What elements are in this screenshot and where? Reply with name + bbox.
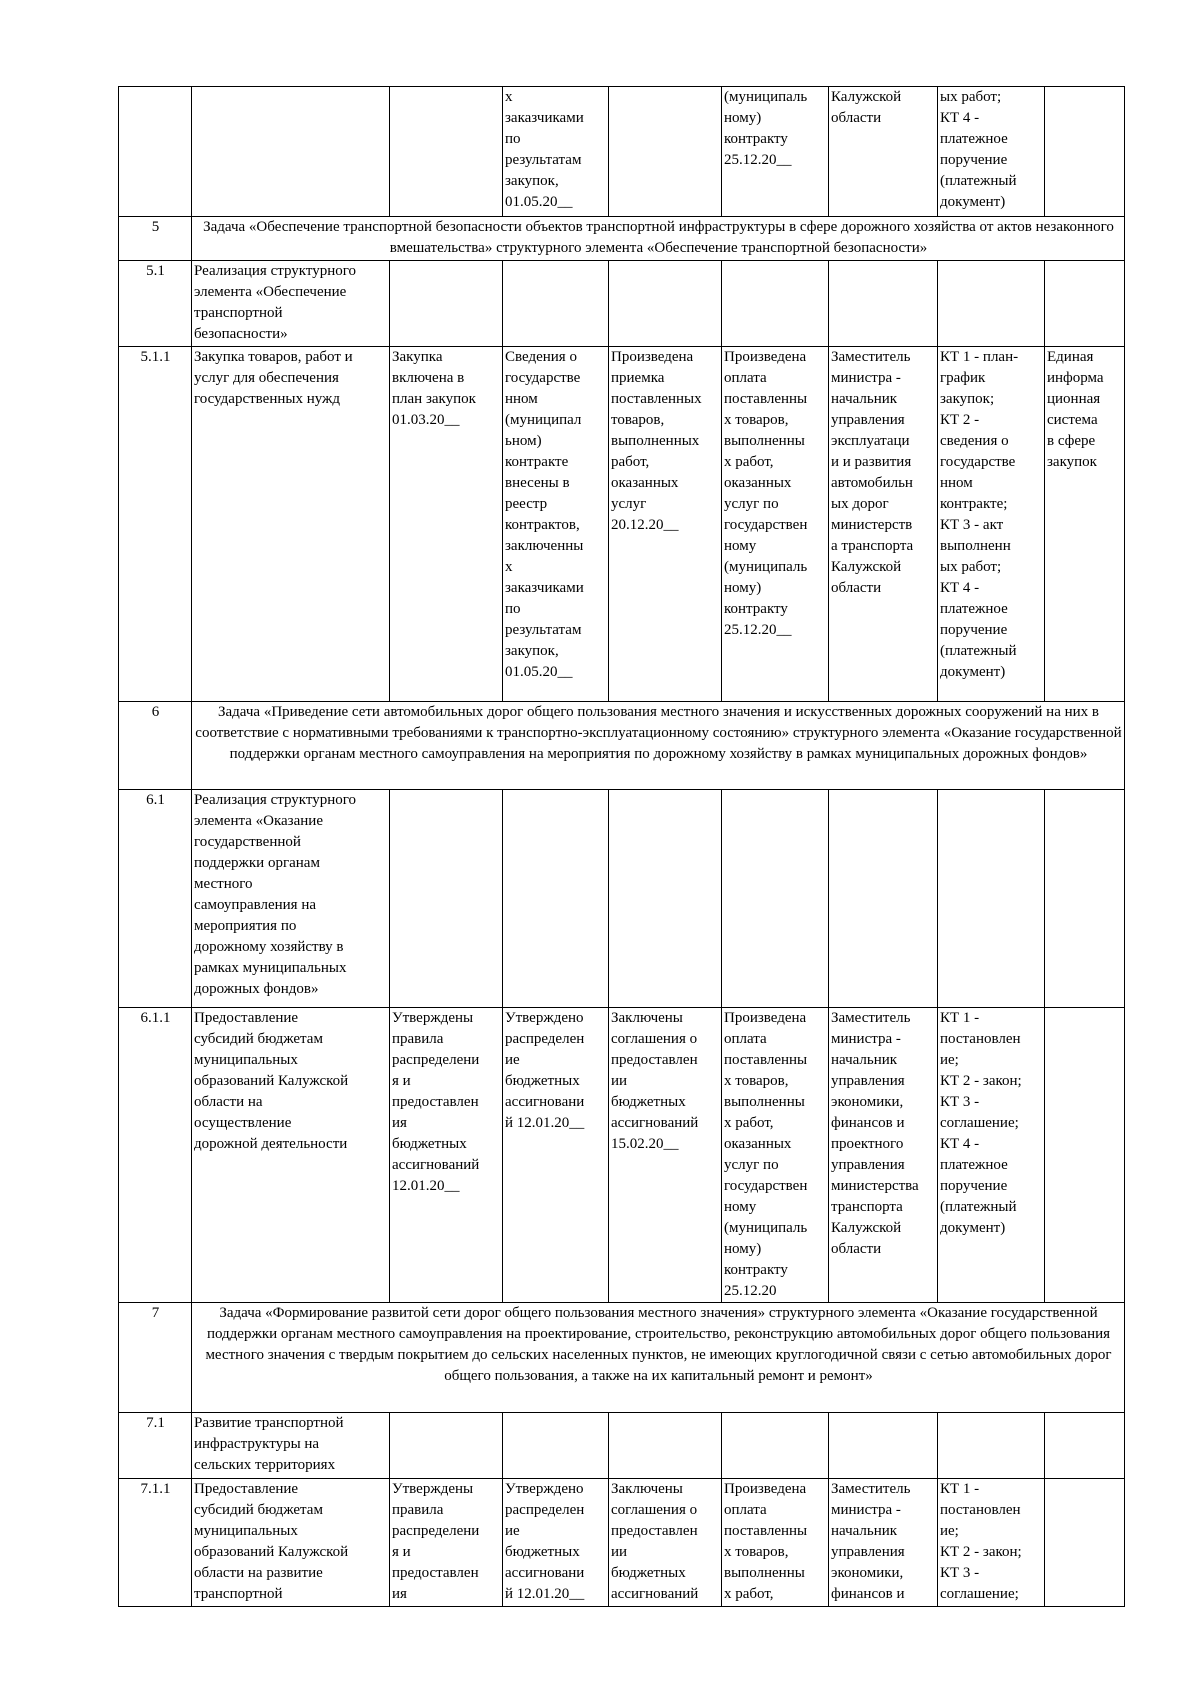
row-number: 6: [119, 702, 192, 790]
element-name: Предоставление субсидий бюджетам муниципальных образований Калужской области на развитие транспортной: [192, 1479, 390, 1607]
table-cell: КТ 1 - постановлен ие; КТ 2 - закон; КТ 3 - соглашение; КТ 4 - платежное поручение (платежный документ): [938, 1008, 1045, 1303]
row-number: 7.1: [119, 1413, 192, 1479]
table-cell: Произведена оплата поставленны х товаров, выполненны х работ, оказанных услуг по государствен ному (муниципаль ному) контракту 25.12.20__: [722, 347, 829, 702]
table-cell: [390, 790, 503, 1008]
table-row: [119, 347, 1125, 702]
table-cell: [1045, 261, 1125, 347]
task-row: [119, 1303, 1125, 1413]
table-cell: Единая информа ционная система в сфере закупок: [1045, 347, 1125, 702]
row-number: 7: [119, 1303, 192, 1413]
table-cell: [1045, 1413, 1125, 1479]
table-cell: Утверждено распределен ие бюджетных ассигновани й 12.01.20__: [503, 1008, 609, 1303]
table-cell: [503, 790, 609, 1008]
table-row: [119, 261, 1125, 347]
element-name: Развитие транспортной инфраструктуры на сельских территориях: [192, 1413, 390, 1479]
table-cell: Произведена оплата поставленны х товаров, выполненны х работ,: [722, 1479, 829, 1607]
task-heading: Задача «Обеспечение транспортной безопасности объектов транспортной инфраструктуры в сфере дорожного хозяйства от актов незаконного вмешательства» структурного элемента «Обеспечение транспортной безопасности»: [192, 217, 1125, 261]
table-cell: [390, 1413, 503, 1479]
row-number: 5.1.1: [119, 347, 192, 702]
table-cell: Утверждены правила распределени я и предоставлен ия: [390, 1479, 503, 1607]
element-name: Закупка товаров, работ и услуг для обеспечения государственных нужд: [192, 347, 390, 702]
table-cell: Произведена оплата поставленны х товаров, выполненны х работ, оказанных услуг по государствен ному (муниципаль ному) контракту 25.12.20: [722, 1008, 829, 1303]
element-name: Предоставление субсидий бюджетам муниципальных образований Калужской области на осуществление дорожной деятельности: [192, 1008, 390, 1303]
table-cell: [829, 790, 938, 1008]
task-row: [119, 217, 1125, 261]
table-cell: [829, 1413, 938, 1479]
control-points-table: [118, 86, 1125, 1607]
table-cell: [609, 1413, 722, 1479]
table-cell: [938, 790, 1045, 1008]
row-number: 6.1.1: [119, 1008, 192, 1303]
table-row: [119, 1413, 1125, 1479]
table-row: [119, 87, 1125, 217]
element-name: Реализация структурного элемента «Оказание государственной поддержки органам местного самоуправления на мероприятия по дорожному хозяйству в рамках муниципальных дорожных фондов»: [192, 790, 390, 1008]
table-cell: [503, 261, 609, 347]
table-cell: [1045, 790, 1125, 1008]
table-cell: [390, 261, 503, 347]
table-cell: Заключены соглашения о предоставлен ии бюджетных ассигнований: [609, 1479, 722, 1607]
table-cell: [722, 1413, 829, 1479]
table-cell: [938, 1413, 1045, 1479]
table-cell: х заказчиками по результатам закупок, 01.05.20__: [503, 87, 609, 217]
table-cell: (муниципаль ному) контракту 25.12.20__: [722, 87, 829, 217]
table-cell: [119, 87, 192, 217]
table-cell: Произведена приемка поставленных товаров, выполненных работ, оказанных услуг 20.12.20__: [609, 347, 722, 702]
table-cell: Заместитель министра - начальник управления экономики, финансов и проектного управления министерства транспорта Калужской области: [829, 1008, 938, 1303]
row-number: 6.1: [119, 790, 192, 1008]
table-cell: [1045, 1479, 1125, 1607]
table-cell: Закупка включена в план закупок 01.03.20__: [390, 347, 503, 702]
table-cell: [609, 790, 722, 1008]
table-cell: [829, 261, 938, 347]
table-row: [119, 1479, 1125, 1607]
table-cell: [503, 1413, 609, 1479]
table-cell: Калужской области: [829, 87, 938, 217]
table-cell: Утверждены правила распределени я и предоставлен ия бюджетных ассигнований 12.01.20__: [390, 1008, 503, 1303]
table-cell: [390, 87, 503, 217]
row-number: 5.1: [119, 261, 192, 347]
task-row: [119, 702, 1125, 790]
table-cell: [722, 790, 829, 1008]
task-heading: Задача «Формирование развитой сети дорог общего пользования местного значения» структурного элемента «Оказание государственной поддержки органам местного самоуправления на проектирование, строительство, реконструкцию автомобильных дорог общего пользования местного значения с твердым покрытием до сельских населенных пунктов, не имеющих круглогодичной связи с сетью автомобильных дорог общего пользования, а также на их капитальный ремонт и ремонт»: [192, 1303, 1125, 1413]
table-cell: [722, 261, 829, 347]
task-heading: Задача «Приведение сети автомобильных дорог общего пользования местного значения и искусственных дорожных сооружений на них в соответствие с нормативными требованиями к транспортно-эксплуатационному состоянию» структурного элемента «Оказание государственной поддержки органам местного самоуправления на мероприятия по дорожному хозяйству в рамках муниципальных дорожных фондов»: [192, 702, 1125, 790]
table-row: [119, 1008, 1125, 1303]
table-cell: КТ 1 - план- график закупок; КТ 2 - сведения о государстве нном контракте; КТ 3 - акт выполненн ых работ; КТ 4 - платежное поручение (платежный документ): [938, 347, 1045, 702]
table-cell: ых работ; КТ 4 - платежное поручение (платежный документ): [938, 87, 1045, 217]
table-cell: Сведения о государстве нном (муниципал ьном) контракте внесены в реестр контрактов, заключенны х заказчиками по результатам закупок, 01.05.20__: [503, 347, 609, 702]
table-cell: Утверждено распределен ие бюджетных ассигновани й 12.01.20__: [503, 1479, 609, 1607]
table-cell: [192, 87, 390, 217]
table-cell: Заместитель министра - начальник управления экономики, финансов и: [829, 1479, 938, 1607]
row-number: 7.1.1: [119, 1479, 192, 1607]
element-name: Реализация структурного элемента «Обеспечение транспортной безопасности»: [192, 261, 390, 347]
table-row: [119, 790, 1125, 1008]
table-cell: Заместитель министра - начальник управления эксплуатаци и и развития автомобильн ых дорог министерств а транспорта Калужской области: [829, 347, 938, 702]
table-cell: [1045, 87, 1125, 217]
table-cell: [609, 87, 722, 217]
table-cell: Заключены соглашения о предоставлен ии бюджетных ассигнований 15.02.20__: [609, 1008, 722, 1303]
table-cell: [1045, 1008, 1125, 1303]
table-cell: [938, 261, 1045, 347]
table-cell: [609, 261, 722, 347]
table-cell: КТ 1 - постановлен ие; КТ 2 - закон; КТ 3 - соглашение;: [938, 1479, 1045, 1607]
row-number: 5: [119, 217, 192, 261]
